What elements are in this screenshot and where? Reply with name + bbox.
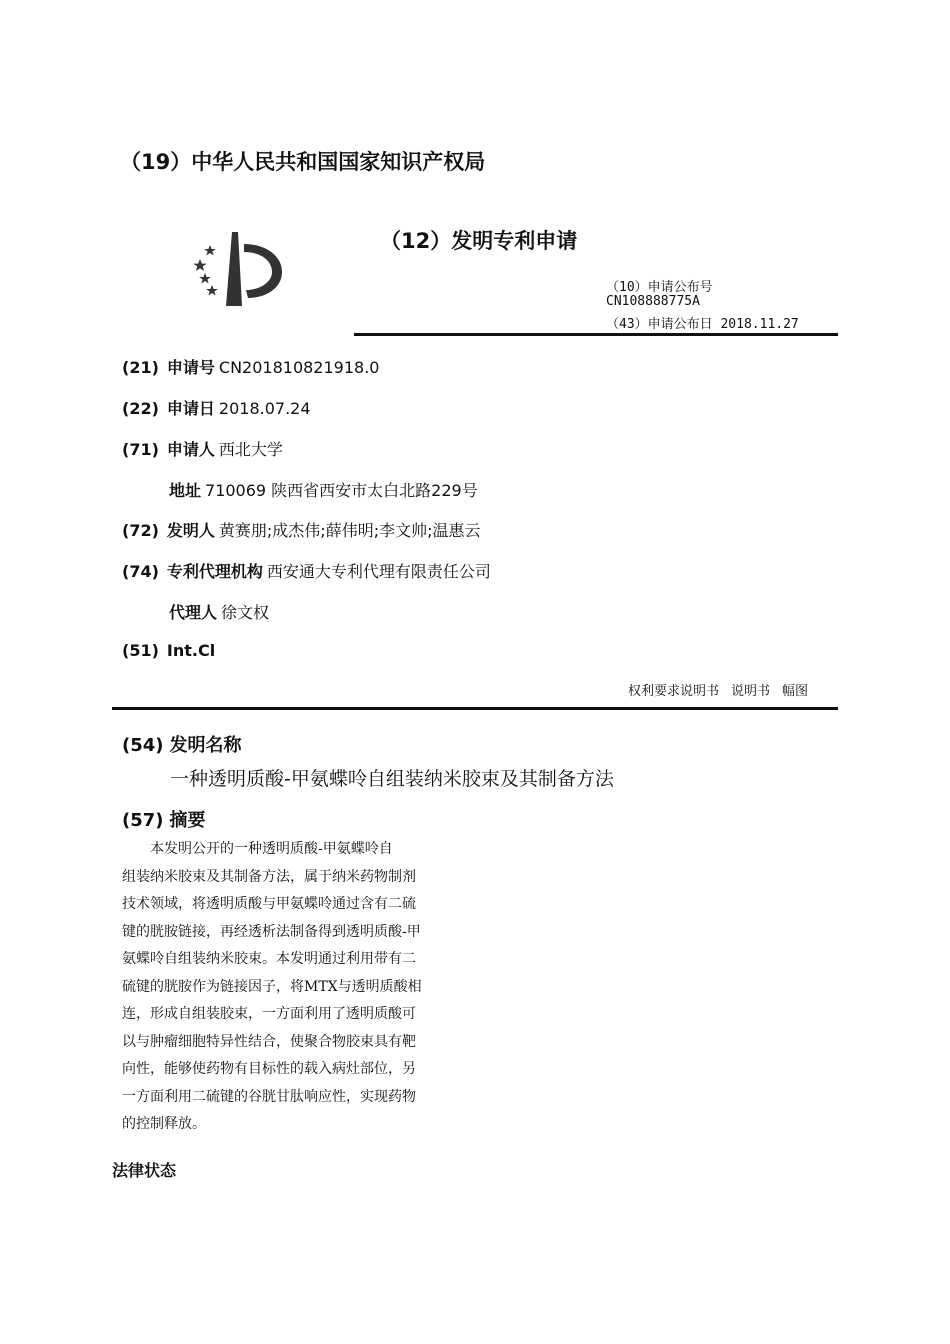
link-figures[interactable]: 幅图: [782, 684, 809, 699]
applicant-address: 710069 陕西省西安市太白北路229号: [205, 481, 478, 500]
abstract-line: 一方面利用二硫键的谷胱甘肽响应性，实现药物: [122, 1088, 416, 1105]
field-label: 申请号: [166, 358, 215, 377]
abstract-line: 氨蝶呤自组装纳米胶束。本发明通过利用带有二: [122, 951, 416, 967]
abstract-line: 连，形成自组装胶束，一方面利用了透明质酸可: [122, 1006, 416, 1022]
field-label: 代理人: [169, 603, 218, 622]
application-date: 2018.07.24: [218, 399, 311, 418]
publication-number-label: （10）申请公布号: [606, 280, 713, 295]
abstract-line: 组装纳米胶束及其制备方法，属于纳米药物制剂: [122, 868, 416, 885]
field-label: 申请日: [166, 399, 215, 418]
field-label: 发明人: [166, 521, 215, 540]
document-type: [380, 225, 577, 255]
field-label: 专利代理机构: [166, 562, 263, 581]
invention-title: 一种透明质酸-甲氨蝶呤自组装纳米胶束及其制备方法: [170, 768, 614, 790]
section-links: [628, 680, 808, 699]
abstract-line: 向性，能够使药物有目标性的载入病灶部位，另: [122, 1061, 416, 1077]
abstract-line: 以与肿瘤细胞特异性结合，使聚合物胶束具有靶: [122, 1033, 416, 1050]
field-label: Int.Cl: [166, 641, 216, 660]
cnipa-emblem-icon: [186, 226, 290, 312]
agent-row: [169, 600, 269, 623]
legal-status-heading: 法律状态: [112, 1161, 177, 1180]
abstract-line: 硫键的胱胺作为链接因子，将MTX与透明质酸相: [122, 978, 422, 995]
abstract-line: 本发明公开的一种透明质酸-甲氨蝶呤自: [122, 841, 393, 857]
invention-title-heading: [122, 731, 242, 757]
field-number: (72): [122, 521, 159, 540]
publication-date: 2018.11.27: [720, 317, 799, 332]
address-row: [169, 478, 478, 501]
section-divider: [112, 707, 838, 710]
publication-number: CN108888775A: [606, 294, 700, 309]
abstract-line: 的控制释放。: [122, 1116, 206, 1132]
field-label: 地址: [169, 481, 202, 500]
field-label: 申请人: [166, 440, 215, 459]
section-number: (54): [122, 735, 164, 756]
publication-date-label: （43）申请公布日: [606, 317, 713, 332]
doc-type-number: （12）: [380, 229, 452, 253]
field-number: (22): [122, 399, 159, 418]
link-claims[interactable]: 权利要求说明书: [628, 684, 720, 699]
application-number: CN201810821918.0: [218, 358, 380, 377]
applicant-name: 西北大学: [218, 440, 283, 459]
abstract-line: 键的胱胺链接，再经透析法制备得到透明质酸-甲: [122, 923, 421, 940]
inventor-names: 黄赛朋;成杰伟;薛伟明;李文帅;温惠云: [218, 521, 481, 540]
abstract-text: [122, 836, 467, 1139]
abstract-heading: [122, 806, 206, 832]
agent-name: 徐文权: [221, 603, 270, 622]
office-name: 中华人民共和国国家知识产权局: [191, 150, 486, 174]
agency-row: [122, 559, 491, 582]
field-number: (71): [122, 440, 159, 459]
agency-name: 西安通大专利代理有限责任公司: [266, 562, 491, 581]
office-number: （19）: [120, 150, 192, 174]
inventors-row: [122, 518, 480, 541]
application-number-row: [122, 355, 379, 378]
int-cl-row: [122, 641, 219, 660]
abstract-line: 技术领域，将透明质酸与甲氨蝶呤通过含有二硫: [122, 896, 416, 912]
office-heading: [120, 146, 485, 176]
field-number: (74): [122, 562, 159, 581]
field-number: (51): [122, 641, 159, 660]
publication-date-row: [606, 313, 799, 332]
section-label: 发明名称: [169, 735, 242, 756]
doc-type-label: 发明专利申请: [451, 229, 578, 253]
link-description[interactable]: 说明书: [731, 684, 771, 699]
applicant-row: [122, 437, 283, 460]
field-number: (21): [122, 358, 159, 377]
application-date-row: [122, 396, 311, 419]
section-number: (57): [122, 810, 164, 831]
section-label: 摘要: [169, 810, 206, 831]
header-divider: [354, 333, 838, 336]
